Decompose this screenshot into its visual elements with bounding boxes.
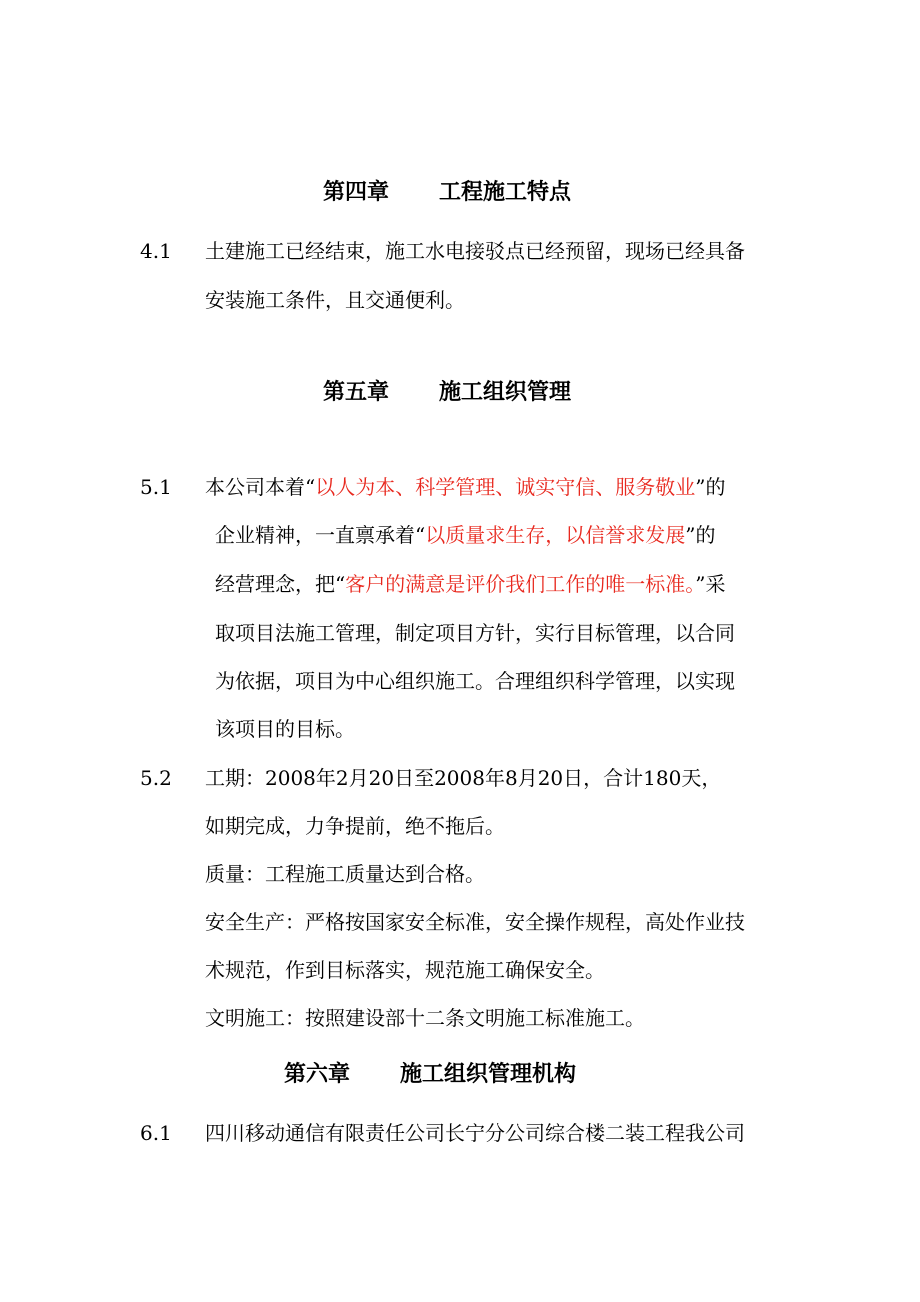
section-5-1-line-3-suffix: ”采 bbox=[695, 572, 726, 596]
section-5-1-line-1 bbox=[205, 473, 725, 501]
chapter-5-heading bbox=[323, 378, 571, 408]
chapter-4-label: 第四章 bbox=[323, 180, 390, 205]
chapter-5-label: 第五章 bbox=[323, 380, 390, 405]
section-5-2-number: 5.2 bbox=[140, 766, 172, 790]
section-5-1-line-5: 为依据，项目为中心组织施工。合理组织科学管理，以实现 bbox=[215, 669, 735, 693]
section-5-1-philosophy: 以质量求生存，以信誉求发展 bbox=[425, 523, 686, 547]
chapter-6-heading bbox=[284, 1060, 576, 1090]
chapter-4-heading bbox=[323, 178, 571, 208]
section-5-2-line-6: 文明施工：按照建设部十二条文明施工标准施工。 bbox=[205, 1006, 645, 1030]
section-6-1-number: 6.1 bbox=[140, 1121, 172, 1145]
section-5-1-line-2-suffix: ”的 bbox=[685, 523, 716, 547]
section-5-1-line-1-prefix: 本公司本着“ bbox=[205, 475, 316, 499]
section-5-1-line-1-suffix: ”的 bbox=[695, 475, 726, 499]
section-5-1-motto: 以人为本、科学管理、诚实守信、服务敬业 bbox=[315, 475, 696, 499]
section-5-2-line-2: 如期完成，力争提前，绝不拖后。 bbox=[205, 814, 505, 838]
section-5-2-line-1: 工期：2008年2月20日至2008年8月20日，合计180天， bbox=[205, 766, 722, 790]
section-5-1-line-2 bbox=[215, 521, 715, 549]
section-5-2-line-5: 术规范，作到目标落实，规范施工确保安全。 bbox=[205, 958, 605, 982]
section-5-1-number: 5.1 bbox=[140, 475, 172, 499]
section-5-1-line-4: 取项目法施工管理，制定项目方针，实行目标管理，以合同 bbox=[215, 621, 735, 645]
section-4-1-line-1: 土建施工已经结束，施工水电接驳点已经预留，现场已经具备 bbox=[205, 239, 745, 263]
section-4-1-number: 4.1 bbox=[140, 239, 172, 263]
chapter-6-title: 施工组织管理机构 bbox=[400, 1062, 577, 1087]
chapter-5-title: 施工组织管理 bbox=[439, 380, 572, 405]
section-5-2-line-3: 质量：工程施工质量达到合格。 bbox=[205, 862, 485, 886]
chapter-6-label: 第六章 bbox=[284, 1062, 351, 1087]
section-5-1-line-3 bbox=[215, 570, 725, 598]
section-5-2-line-4: 安全生产：严格按国家安全标准，安全操作规程，高处作业技 bbox=[205, 910, 745, 934]
section-5-1-line-6: 该项目的目标。 bbox=[215, 717, 355, 741]
section-5-1-standard: 客户的满意是评价我们工作的唯一标准。 bbox=[345, 572, 696, 596]
section-4-1-line-2: 安装施工条件，且交通便利。 bbox=[205, 288, 465, 312]
section-6-1-line-1: 四川移动通信有限责任公司长宁分公司综合楼二装工程我公司 bbox=[205, 1121, 745, 1145]
chapter-4-title: 工程施工特点 bbox=[439, 180, 572, 205]
section-5-1-line-3-prefix: 经营理念，把“ bbox=[215, 572, 346, 596]
section-5-1-line-2-prefix: 企业精神，一直禀承着“ bbox=[215, 523, 426, 547]
